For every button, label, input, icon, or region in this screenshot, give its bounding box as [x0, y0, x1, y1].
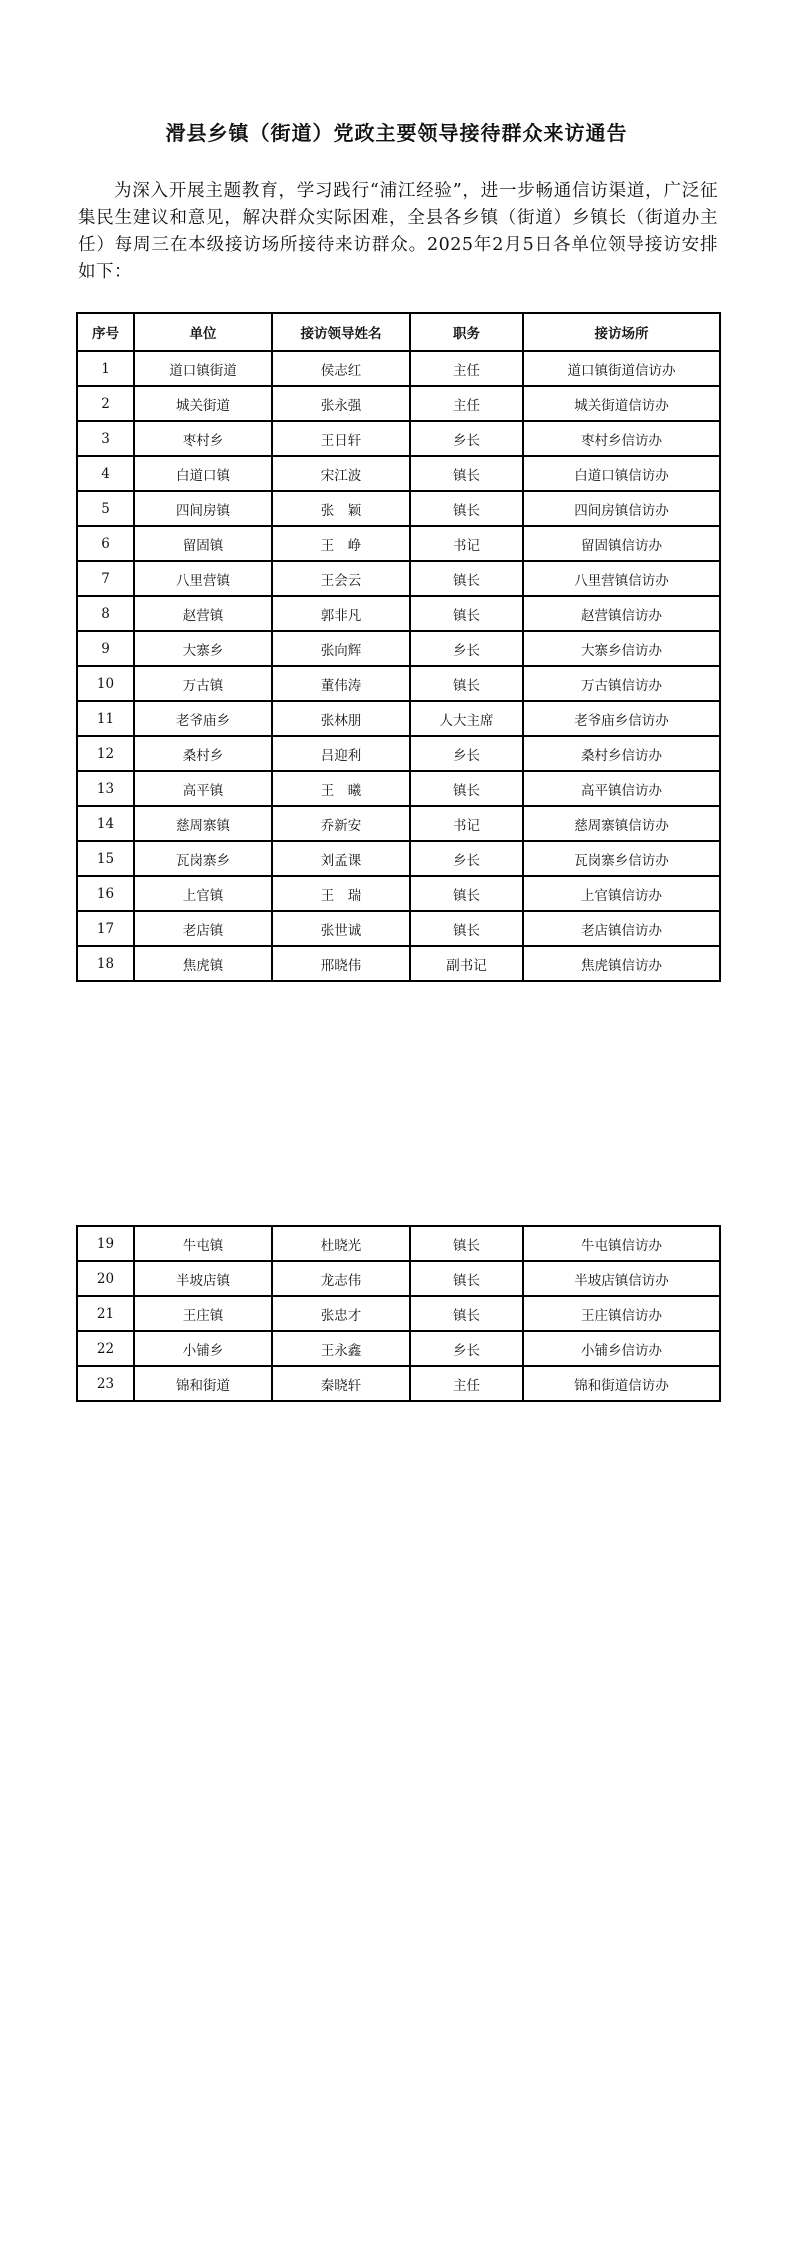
cell-position: 镇长 [410, 911, 523, 946]
cell-unit: 留固镇 [134, 526, 272, 561]
cell-index: 9 [77, 631, 134, 666]
cell-location: 万古镇信访办 [523, 666, 720, 701]
cell-position: 乡长 [410, 736, 523, 771]
cell-position: 镇长 [410, 491, 523, 526]
cell-index: 2 [77, 386, 134, 421]
cell-unit: 老爷庙乡 [134, 701, 272, 736]
table-row [77, 351, 720, 386]
table-row [77, 1366, 720, 1401]
cell-index: 6 [77, 526, 134, 561]
cell-location: 枣村乡信访办 [523, 421, 720, 456]
cell-position: 主任 [410, 1366, 523, 1401]
cell-index: 18 [77, 946, 134, 981]
cell-leader-name: 宋江波 [272, 456, 410, 491]
cell-index: 14 [77, 806, 134, 841]
header-index: 序号 [77, 313, 134, 351]
cell-unit: 赵营镇 [134, 596, 272, 631]
cell-index: 16 [77, 876, 134, 911]
cell-index: 1 [77, 351, 134, 386]
cell-index: 15 [77, 841, 134, 876]
cell-position: 镇长 [410, 876, 523, 911]
cell-location: 老店镇信访办 [523, 911, 720, 946]
cell-index: 12 [77, 736, 134, 771]
cell-unit: 小铺乡 [134, 1331, 272, 1366]
cell-leader-name: 杜晓光 [272, 1226, 410, 1261]
table-row [77, 701, 720, 736]
cell-position: 主任 [410, 386, 523, 421]
cell-unit: 锦和街道 [134, 1366, 272, 1401]
cell-unit: 半坡店镇 [134, 1261, 272, 1296]
table-row [77, 596, 720, 631]
cell-unit: 道口镇街道 [134, 351, 272, 386]
table-row [77, 841, 720, 876]
reception-schedule-table-page2 [76, 1225, 721, 1402]
cell-unit: 万古镇 [134, 666, 272, 701]
cell-position: 镇长 [410, 456, 523, 491]
cell-position: 镇长 [410, 1296, 523, 1331]
table-row [77, 946, 720, 981]
cell-leader-name: 王永鑫 [272, 1331, 410, 1366]
cell-leader-name: 王 峥 [272, 526, 410, 561]
cell-unit: 白道口镇 [134, 456, 272, 491]
cell-location: 白道口镇信访办 [523, 456, 720, 491]
cell-index: 10 [77, 666, 134, 701]
cell-location: 高平镇信访办 [523, 771, 720, 806]
cell-leader-name: 张向辉 [272, 631, 410, 666]
cell-position: 人大主席 [410, 701, 523, 736]
cell-location: 四间房镇信访办 [523, 491, 720, 526]
reception-schedule-table-page1 [76, 312, 721, 982]
cell-position: 镇长 [410, 561, 523, 596]
cell-leader-name: 侯志红 [272, 351, 410, 386]
cell-location: 桑村乡信访办 [523, 736, 720, 771]
cell-leader-name: 王日轩 [272, 421, 410, 456]
cell-location: 赵营镇信访办 [523, 596, 720, 631]
table-row [77, 386, 720, 421]
cell-leader-name: 邢晓伟 [272, 946, 410, 981]
cell-location: 城关街道信访办 [523, 386, 720, 421]
cell-leader-name: 王 瑞 [272, 876, 410, 911]
cell-position: 书记 [410, 526, 523, 561]
cell-unit: 老店镇 [134, 911, 272, 946]
cell-unit: 四间房镇 [134, 491, 272, 526]
cell-position: 乡长 [410, 1331, 523, 1366]
cell-index: 5 [77, 491, 134, 526]
cell-location: 焦虎镇信访办 [523, 946, 720, 981]
cell-unit: 上官镇 [134, 876, 272, 911]
table-row [77, 1261, 720, 1296]
cell-unit: 城关街道 [134, 386, 272, 421]
cell-position: 乡长 [410, 631, 523, 666]
cell-index: 7 [77, 561, 134, 596]
cell-leader-name: 龙志伟 [272, 1261, 410, 1296]
cell-position: 乡长 [410, 421, 523, 456]
cell-index: 21 [77, 1296, 134, 1331]
cell-position: 书记 [410, 806, 523, 841]
cell-location: 王庄镇信访办 [523, 1296, 720, 1331]
cell-unit: 慈周寨镇 [134, 806, 272, 841]
cell-leader-name: 刘孟课 [272, 841, 410, 876]
cell-position: 乡长 [410, 841, 523, 876]
cell-location: 道口镇街道信访办 [523, 351, 720, 386]
cell-unit: 焦虎镇 [134, 946, 272, 981]
header-location: 接访场所 [523, 313, 720, 351]
table-row [77, 421, 720, 456]
cell-position: 主任 [410, 351, 523, 386]
cell-index: 8 [77, 596, 134, 631]
table-row [77, 806, 720, 841]
cell-location: 留固镇信访办 [523, 526, 720, 561]
cell-position: 镇长 [410, 1226, 523, 1261]
cell-index: 13 [77, 771, 134, 806]
cell-unit: 大寨乡 [134, 631, 272, 666]
table-header-row [77, 313, 720, 351]
cell-leader-name: 张永强 [272, 386, 410, 421]
cell-location: 慈周寨镇信访办 [523, 806, 720, 841]
table-row [77, 561, 720, 596]
table-row [77, 911, 720, 946]
table-body-page2 [77, 1226, 720, 1401]
cell-leader-name: 董伟涛 [272, 666, 410, 701]
notice-title: 滑县乡镇（街道）党政主要领导接待群众来访通告 [165, 121, 628, 145]
table-row [77, 876, 720, 911]
cell-leader-name: 张 颖 [272, 491, 410, 526]
table-row [77, 736, 720, 771]
cell-position: 镇长 [410, 596, 523, 631]
cell-position: 镇长 [410, 666, 523, 701]
cell-leader-name: 乔新安 [272, 806, 410, 841]
cell-unit: 高平镇 [134, 771, 272, 806]
cell-index: 22 [77, 1331, 134, 1366]
cell-unit: 枣村乡 [134, 421, 272, 456]
table-row [77, 1331, 720, 1366]
table-row [77, 631, 720, 666]
cell-unit: 王庄镇 [134, 1296, 272, 1331]
cell-position: 镇长 [410, 771, 523, 806]
table-row [77, 771, 720, 806]
cell-index: 23 [77, 1366, 134, 1401]
header-position: 职务 [410, 313, 523, 351]
cell-location: 半坡店镇信访办 [523, 1261, 720, 1296]
cell-leader-name: 郭非凡 [272, 596, 410, 631]
cell-index: 17 [77, 911, 134, 946]
cell-leader-name: 王会云 [272, 561, 410, 596]
table-row [77, 491, 720, 526]
cell-index: 19 [77, 1226, 134, 1261]
cell-unit: 八里营镇 [134, 561, 272, 596]
notice-intro-paragraph: 为深入开展主题教育，学习践行“浦江经验”，进一步畅通信访渠道，广泛征集民生建议和意见，解决群众实际困难，全县各乡镇（街道）乡镇长（街道办主任）每周三在本级接访场所接待来访群众。2025年2月5日各单位领导接访安排如下： [78, 181, 718, 282]
cell-position: 副书记 [410, 946, 523, 981]
cell-location: 上官镇信访办 [523, 876, 720, 911]
cell-leader-name: 张林朋 [272, 701, 410, 736]
header-leader-name: 接访领导姓名 [272, 313, 410, 351]
cell-leader-name: 王 曦 [272, 771, 410, 806]
table-body-page1 [77, 351, 720, 981]
cell-index: 4 [77, 456, 134, 491]
cell-leader-name: 吕迎利 [272, 736, 410, 771]
cell-location: 大寨乡信访办 [523, 631, 720, 666]
table-row [77, 666, 720, 701]
cell-location: 牛屯镇信访办 [523, 1226, 720, 1261]
cell-unit: 牛屯镇 [134, 1226, 272, 1261]
cell-position: 镇长 [410, 1261, 523, 1296]
cell-leader-name: 秦晓轩 [272, 1366, 410, 1401]
cell-index: 11 [77, 701, 134, 736]
cell-location: 老爷庙乡信访办 [523, 701, 720, 736]
cell-index: 3 [77, 421, 134, 456]
cell-location: 八里营镇信访办 [523, 561, 720, 596]
header-unit: 单位 [134, 313, 272, 351]
cell-leader-name: 张世诚 [272, 911, 410, 946]
cell-index: 20 [77, 1261, 134, 1296]
table-row [77, 1226, 720, 1261]
cell-location: 锦和街道信访办 [523, 1366, 720, 1401]
cell-location: 小铺乡信访办 [523, 1331, 720, 1366]
table-row [77, 1296, 720, 1331]
cell-leader-name: 张忠才 [272, 1296, 410, 1331]
cell-unit: 瓦岗寨乡 [134, 841, 272, 876]
table-row [77, 526, 720, 561]
cell-location: 瓦岗寨乡信访办 [523, 841, 720, 876]
table-row [77, 456, 720, 491]
cell-unit: 桑村乡 [134, 736, 272, 771]
